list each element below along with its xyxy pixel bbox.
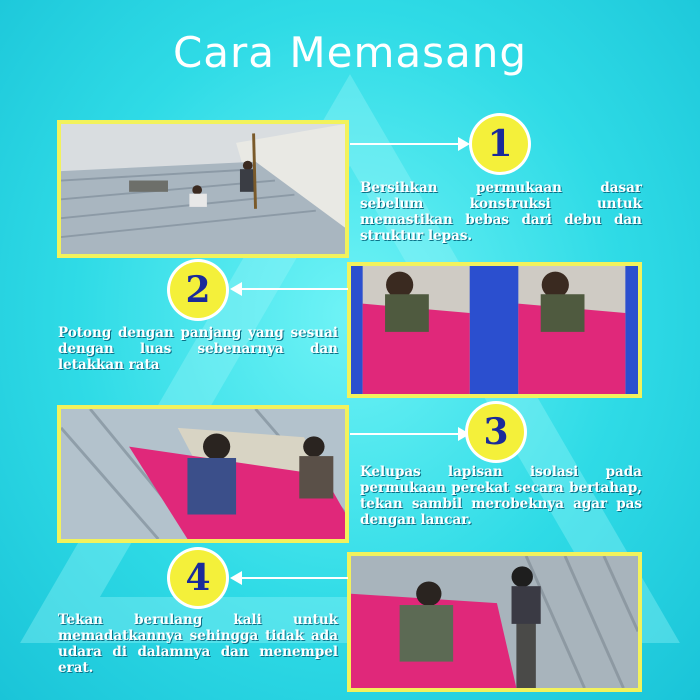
page-title: Cara Memasang — [172, 28, 528, 77]
step-3-description: Kelupas lapisan isolasi pada permukaan perekat secara bertahap, tekan sambil merobeknya agar pas dengan lancar. — [360, 464, 642, 528]
step-4-photo — [347, 552, 642, 692]
step-1-photo — [57, 120, 349, 258]
step-3-number-badge: 3 — [468, 404, 524, 460]
step-4-arrow — [232, 577, 348, 579]
step-1-arrow — [350, 143, 468, 145]
step-1-description: Bersihkan permukaan dasar sebelum konstruksi untuk memastikan bebas dari debu dan struktur lepas. — [360, 180, 642, 244]
step-4-description: Tekan berulang kali untuk memadatkannya sehingga tidak ada udara di dalamnya dan menempel erat. — [58, 612, 338, 676]
step-2-arrow — [232, 288, 348, 290]
step-2-number-badge: 2 — [170, 262, 226, 318]
step-4-number-badge: 4 — [170, 550, 226, 606]
step-3-photo — [57, 405, 349, 543]
step-2-description: Potong dengan panjang yang sesuai dengan luas sebenarnya dan letakkan rata — [58, 325, 338, 373]
step-1-number-badge: 1 — [472, 116, 528, 172]
step-3-arrow — [350, 433, 468, 435]
step-2-photo — [347, 262, 642, 398]
